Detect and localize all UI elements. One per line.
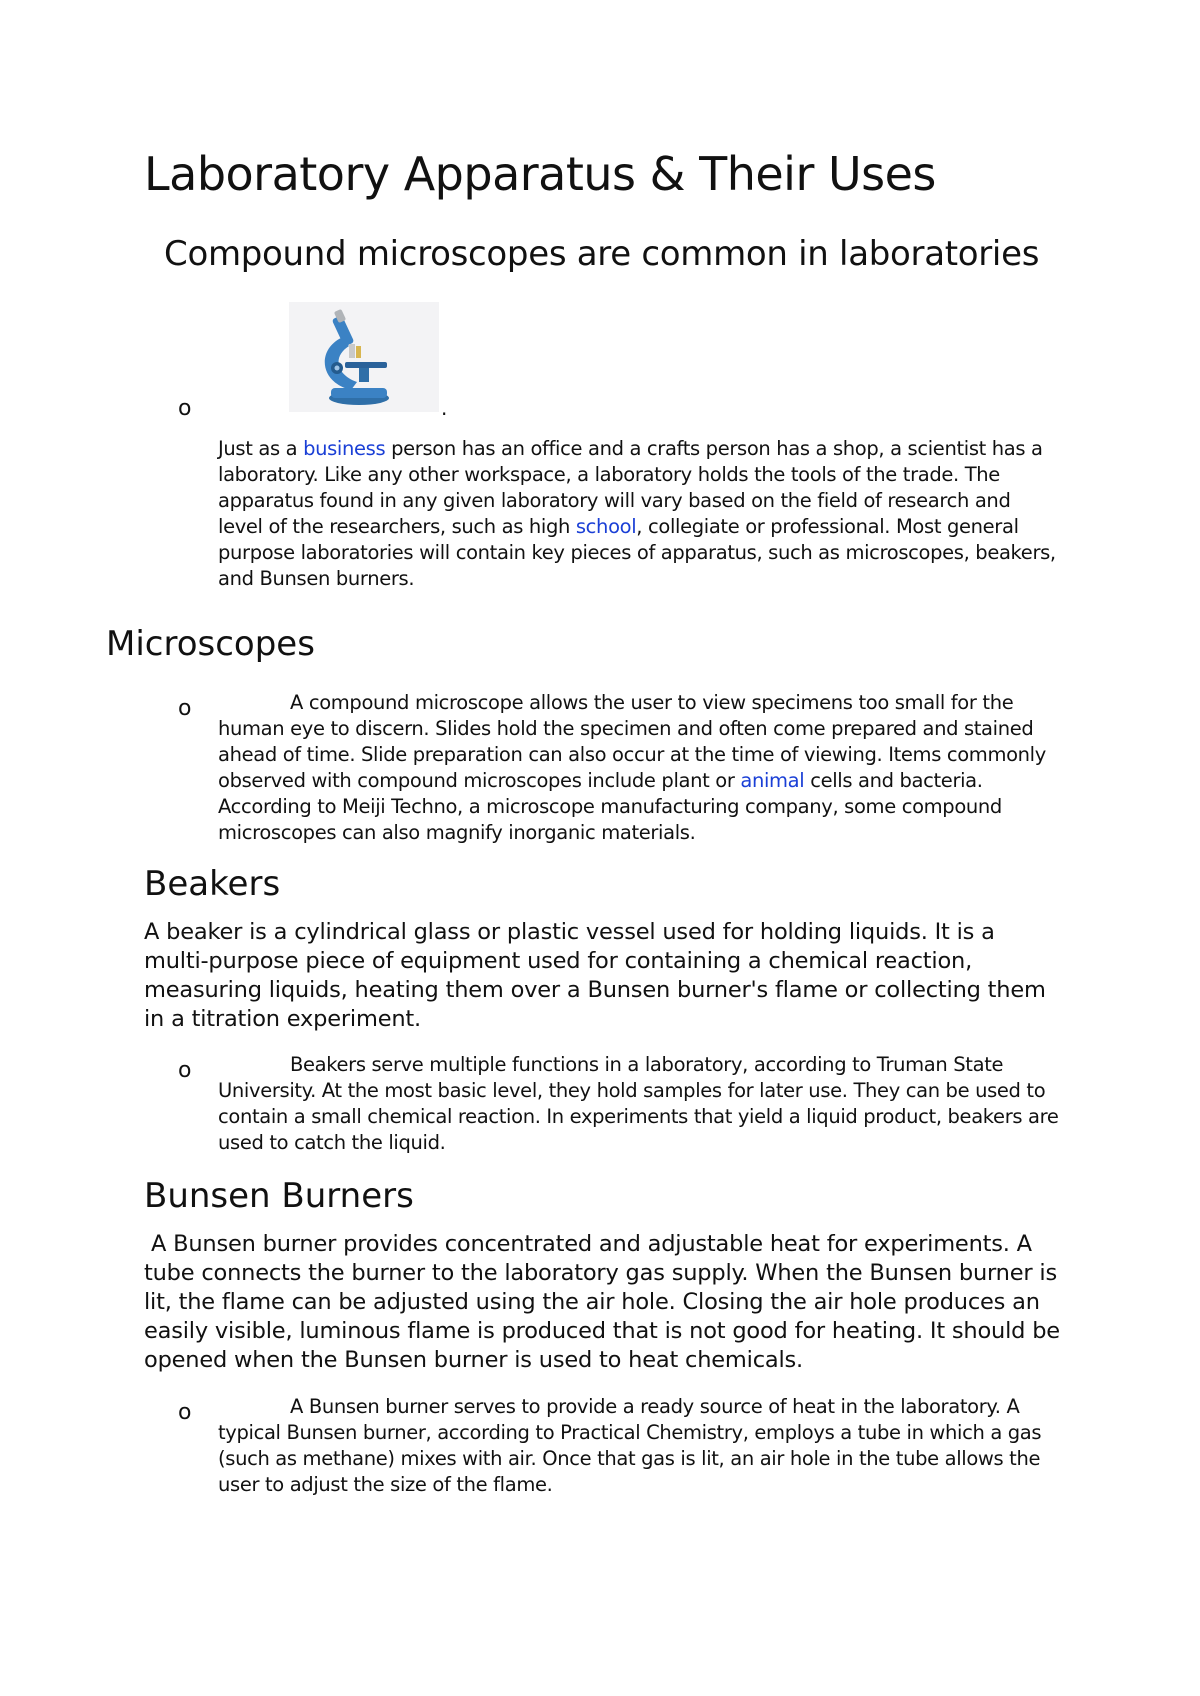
list-bullet: o <box>178 1058 192 1083</box>
bunsen-bullet-text: A Bunsen burner serves to provide a ready source of heat in the laboratory. A typical Bunsen burner, according to Practical Chemistry, employs a tube in which a gas (such as methane) mixes with air. Once that gas is lit, an air hole in the tube allows the user to adjust the size of the flame. <box>218 1395 1042 1496</box>
heading-microscopes: Microscopes <box>106 624 315 664</box>
beakers-paragraph: A beaker is a cylindrical glass or plastic vessel used for holding liquids. It is a multi-purpose piece of equipment used for containing a chemical reaction, measuring liquids, heating them over a Bunsen burner's flame or collecting them in a titration experiment. <box>144 919 1046 1032</box>
text-run: , collegiate or professional. Most general purpose laboratories will contain key pieces of apparatus, such as microscopes, beakers, and Bunsen burners. <box>218 515 1056 590</box>
page-subtitle: Compound microscopes are common in laboratories <box>164 234 1040 274</box>
microscope-icon <box>289 302 439 412</box>
beakers-bullet-text: Beakers serve multiple functions in a laboratory, according to Truman State University. At the most basic level, they hold samples for later use. They can be used to contain a small chemical reaction. In experiments that yield a liquid product, beakers are used to catch the liquid. <box>218 1053 1059 1154</box>
intro-paragraph <box>218 436 1060 592</box>
text-run: person has an office and a crafts person has a shop, a scientist has a laboratory. Like any other workspace, a laboratory holds the tools of the trade. The apparatus found in any given laboratory will vary based on the field of research and level of the researchers, such as high <box>218 437 1043 538</box>
text-run: A compound microscope allows the user to view specimens too small for the human eye to discern. Slides hold the specimen and often come prepared and stained ahead of time. Slide preparation can also occur at the time of viewing. Items commonly observed with compound microscopes include plant or <box>218 691 1046 792</box>
link-animal[interactable]: animal <box>740 769 805 792</box>
list-bullet: o <box>178 396 192 421</box>
page-title: Laboratory Apparatus & Their Uses <box>144 147 936 201</box>
link-school[interactable]: school <box>575 515 637 538</box>
microscope-image <box>289 302 439 412</box>
bunsen-paragraph: A Bunsen burner provides concentrated and adjustable heat for experiments. A tube connects the burner to the laboratory gas supply. When the Bunsen burner is lit, the flame can be adjusted using the air hole. Closing the air hole produces an easily visible, luminous flame is produced that is not good for heating. It should be opened when the Bunsen burner is used to heat chemicals. <box>144 1231 1067 1373</box>
list-bullet: o <box>178 696 192 721</box>
list-bullet: o <box>178 1400 192 1425</box>
text-run: cells and bacteria. According to Meiji Techno, a microscope manufacturing company, some compound microscopes can also magnify inorganic materials. <box>218 769 1002 844</box>
microscopes-paragraph <box>218 690 1060 846</box>
text-run: Just as a <box>218 437 304 460</box>
heading-beakers: Beakers <box>144 864 281 904</box>
heading-bunsen-burners: Bunsen Burners <box>144 1176 414 1216</box>
link-business[interactable]: business <box>303 437 386 460</box>
image-trailing-period: . <box>441 396 448 420</box>
